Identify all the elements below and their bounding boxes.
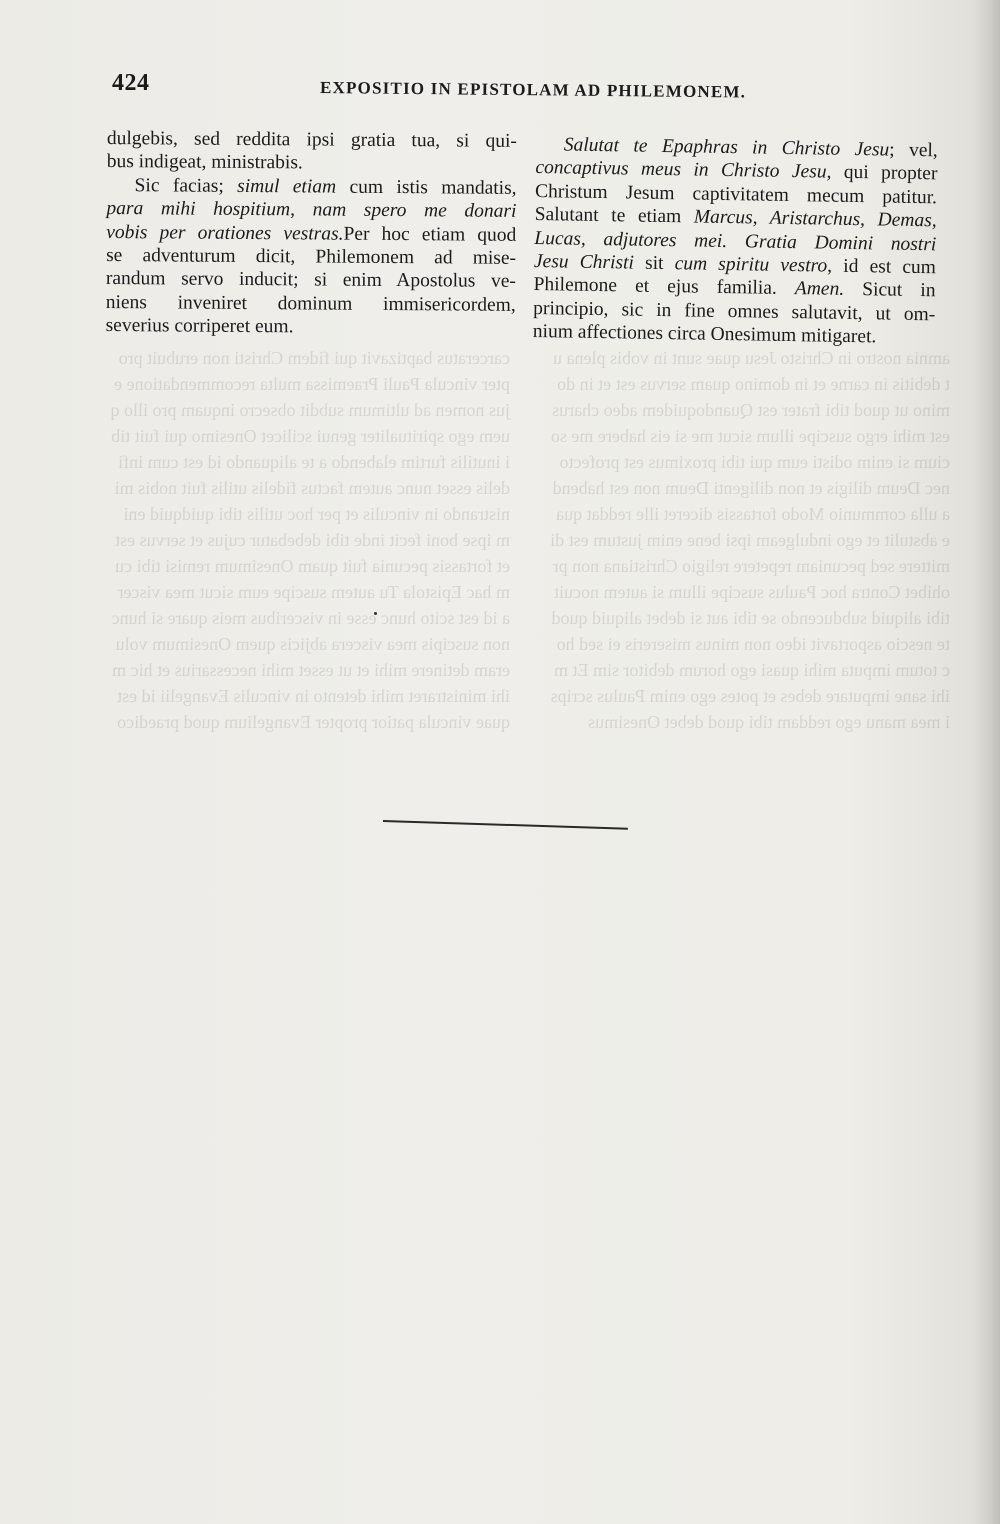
text-run: ; vel, [889, 139, 938, 162]
text-run: sit [633, 252, 675, 275]
text-run: cum istis mandatis, [336, 176, 517, 199]
text-run: Sic facias; [134, 175, 238, 197]
text-line: severius corriperet eum. [105, 315, 294, 338]
italic-line: Lucas, adjutores mei. Gratia Domini nostri [534, 227, 937, 255]
text-run: Per hoc etiam quod [343, 223, 517, 246]
left-column [106, 127, 517, 341]
bleed-through-text: amnia nostro in Christo Jesu quae sunt in vobis plena ut debitis in carne et in domino quam servus est et in domino ut quod tibi frater est Quandoquidem adeo charus est mihi ergo suscipe illum sicut me si eis habere me socium si enim odisti eum qui tibi proximus est profecto nec Deum diligis et non diligenti Deum non est habenda ulla communio Modo fortassis diceret ille reddat quae abstulit et ego indulgeam ipsi bene enim justum est dimittere sed pecuniam repetere religio Christiana non prohibet Contra hoc Paulus suscipe illum si autem nocuit tibi aliquid subducendo se tibi aut si debet aliquid quod te nescio asportavit ideo non minus misereris ei sed hoc totum imputa mihi quasi ego horum debitor sim Et mihi sane imputare debes et potes ego enim Paulus scripsi mea manu ego reddam tibi quod debet Onesimus carceratus baptizavit qui fidem Christi non erubuit propter vincula Pauli Praemissa multa recommendatione ejus nomen ad ultimum subdit obsecro inquam pro illo quem ego spiritualiter genui scilicet Onesimo qui fuit tibi inutilis furtim elabendo a te aliquando id est cum infidelis esset nunc autem factus fidelis utilis fuit nobis ministrando in vinculis et per hoc utilis tibi quidquid enim ipse boni fecit inde tibi debebatur cujus et servus est et fortassis pecunia fuit quam Onesimum remisi tibi cum hac Epistola Tu autem suscipe eum sicut mea viscera id est scito hunc esse in visceribus meis quare si hunc non suscipis mea viscera abjicis quem Onesimum volueram detinere mihi et ut esset mihi necessarius et hic mihi ministraret mihi detento in vinculis Evangelii id est quae vincula patior propter Evangelium quod praedico [107, 348, 950, 732]
italic-run: vobis per orationes vestras. [106, 221, 344, 245]
text-run: qui propter [831, 162, 938, 185]
text-line: dulgebis, sed reddita ipsi gratia tua, si qui- [106, 127, 517, 152]
text-run: Salutant te etiam [534, 204, 695, 228]
text-run: id est cum [831, 255, 937, 279]
italic-run: Salutat te Epaphras in Christo Jesu [563, 134, 890, 161]
running-title: EXPOSITIO IN EPISTOLAM AD PHILEMONEM. [319, 78, 747, 102]
print-speck [374, 612, 377, 615]
page-number: 424 [112, 70, 150, 96]
text-line [107, 174, 517, 200]
text-line: nium affectiones circa Onesimum mitigaret. [532, 321, 877, 348]
text-line [106, 221, 516, 247]
text-line: principio, sic in fine omnes salutavit, ut om- [533, 297, 936, 326]
italic-run: Amen. [794, 278, 845, 301]
italic-run: cum spiritu vestro, [674, 253, 833, 277]
italic-run: concaptivus meus in Christo Jesu, [535, 157, 832, 184]
text-line: randum servo inducit; si enim Apostolus ve- [105, 268, 517, 293]
running-head [112, 70, 972, 100]
italic-run: Jesu Christi [533, 251, 635, 274]
italic-run: simul etiam [237, 175, 337, 198]
text-run: Philemone et ejus familia. [533, 274, 796, 300]
text-line: se adventurum dicit, Philemonem ad mise- [106, 245, 517, 269]
text-run: Sicut in [843, 279, 936, 302]
italic-run: Marcus, Aristarchus, Demas, [693, 206, 937, 232]
page-edge-shadow [974, 0, 1000, 1524]
italic-line: para mihi hospitium, nam spero me donari [106, 198, 517, 223]
right-column [533, 133, 938, 350]
horizontal-rule [383, 820, 628, 830]
text-line: Christum Jesum captivitatem mecum patitur. [534, 180, 938, 209]
text-line: bus indigeat, ministrabis. [106, 151, 303, 174]
text-line: niens inveniret dominum immisericordem, [105, 291, 516, 316]
